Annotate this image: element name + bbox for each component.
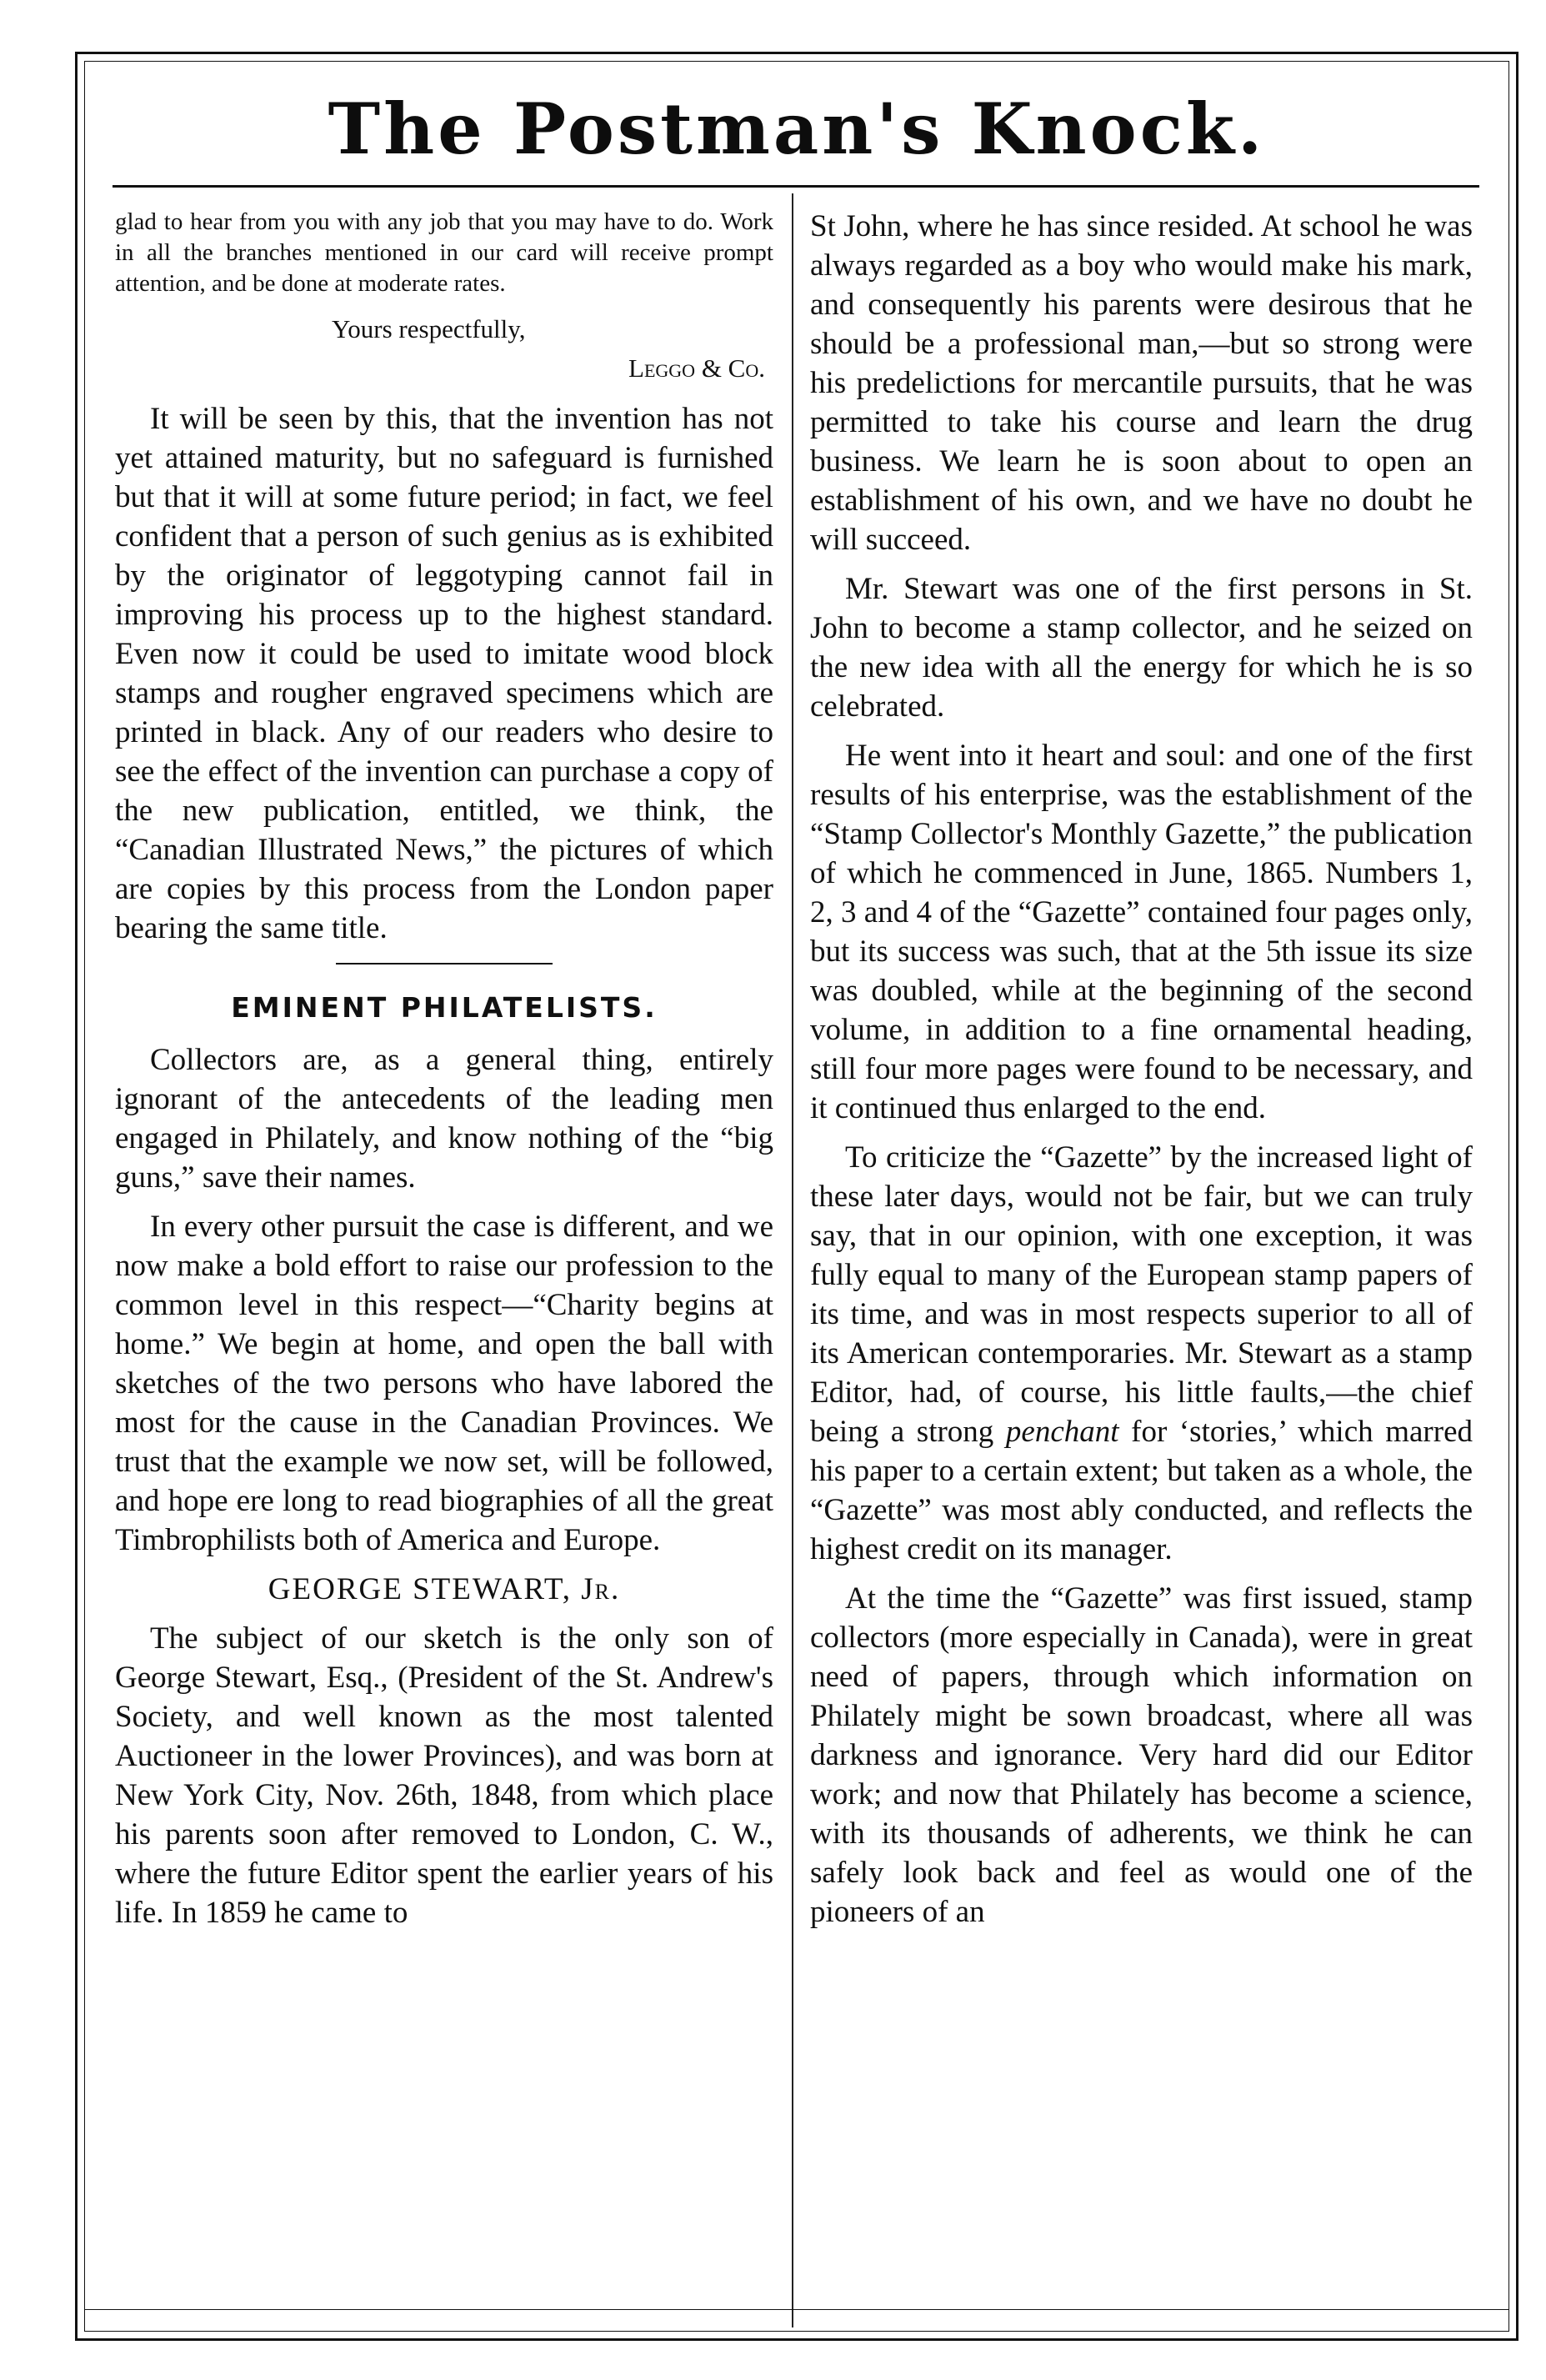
letter-signature: Leggo & Co. [628,353,765,383]
biography-subheading [115,1570,773,1609]
section-heading: EMINENT PHILATELISTS. [231,991,658,1024]
first-collector-paragraph: Mr. Stewart was one of the first persons in St. John to become a stamp collector, and he seized on the new idea with all the energy for which he is so celebrated. [810,572,1473,724]
section-divider [336,963,553,965]
pursuit-paragraph: In every other pursuit the case is different, and we now make a bold effort to raise our profession to the common level in this respect—“Charity begins at home.” We begin at home, and open the ball with sketches of the two persons who have labored the most for the cause in the Canadian Provinces. We trust that the example we now set, will be followed, and hope ere long to read biographies of all the great Timbrophilists both of America and Europe. [115,1210,773,1557]
column-divider [792,193,793,2327]
subheading-suffix: Jr. [581,1572,621,1606]
letter-end-paragraph: glad to hear from you with any job that you may have to do. Work in all the branches mentioned in our card will receive prompt attention, and be done at moderate rates. [115,208,773,297]
criticize-emphasis: penchant [1005,1415,1119,1449]
criticize-text-after: for ‘stories,’ which marred his paper to a certain extent; but taken as a whole, the “Gazette” was most ably conducted, and reflects the highest credit on its manager. [810,1415,1473,1566]
invention-paragraph: It will be seen by this, that the invention has not yet attained maturity, but no safeguard is furnished but that it will at some future period; in fact, we feel confident that a person of such genius as is exhibited by the originator of leggotyping cannot fail in improving his process up to the highest standard. Even now it could be used to imitate wood block stamps and rougher engraved specimens which are printed in black. Any of our readers who desire to see the effect of the invention can purchase a copy of the new publication, entitled, we think, the “Canadian Illustrated News,” the pictures of which are copies by this process from the London paper bearing the same title. [115,402,773,945]
masthead-rule [113,185,1479,188]
time-paragraph: At the time the “Gazette” was first issued, stamp collectors (more especially in Canada), were in great need of papers, through which information on Philately might be sown broadcast, where all was darkness and ignorance. Very hard did our Editor work; and now that Philately has become a science, with its thousands of adherents, we think he can safely look back and feel as would one of the pioneers of an [810,1581,1473,1929]
criticize-text-before: To criticize the “Gazette” by the increased light of these later days, would not be fair, but we can truly say, that in our opinion, with one exception, it was fully equal to many of the European stamp papers of its time, and was in most respects superior to all of its American contemporaries. Mr. Stewart as a stamp Editor, had, of course, his little faults,—the chief being a strong [810,1140,1473,1449]
right-column [810,207,1473,1942]
criticize-paragraph [810,1138,1473,1569]
subheading-name: GEORGE STEWART, [268,1572,572,1606]
letter-closing: Yours respectfully, [332,314,526,343]
bottom-rule [84,2309,1509,2310]
heart-and-soul-paragraph: He went into it heart and soul: and one of the first results of his enterprise, was the establishment of the “Stamp Collector's Monthly Gazette,” the publication of which he commenced in June, 1865. Numbers 1, 2, 3 and 4 of the “Gazette” contained four pages only, but its success was such, that at the 5th issue its size was doubled, while at the beginning of the second volume, in addition to a fine ornamental heading, still four more pages were found to be necessary, and it continued thus enlarged to the end. [810,739,1473,1125]
collectors-paragraph: Collectors are, as a general thing, entirely ignorant of the antecedents of the leading men engaged in Philately, and know nothing of the “big guns,” save their names. [115,1043,773,1195]
subject-paragraph: The subject of our sketch is the only son of George Stewart, Esq., (President of the St. Andrew's Society, and well known as the most talented Auctioneer in the lower Provinces), and was born at New York City, Nov. 26th, 1848, from which place his parents soon after removed to London, C. W., where the future Editor spent the earlier years of his life. In 1859 he came to [115,1621,773,1930]
masthead-title: The Postman's Knock. [328,88,1266,170]
stjohn-paragraph: St John, where he has since resided. At school he was always regarded as a boy who would make his mark, and consequently his parents were desirous that he should be a professional man,—but so strong were his predelictions for mercantile pursuits, that he was permitted to take his course and learn the drug business. We learn he is soon about to open an establishment of his own, and we have no doubt he will succeed. [810,209,1473,557]
left-column [115,207,773,1942]
